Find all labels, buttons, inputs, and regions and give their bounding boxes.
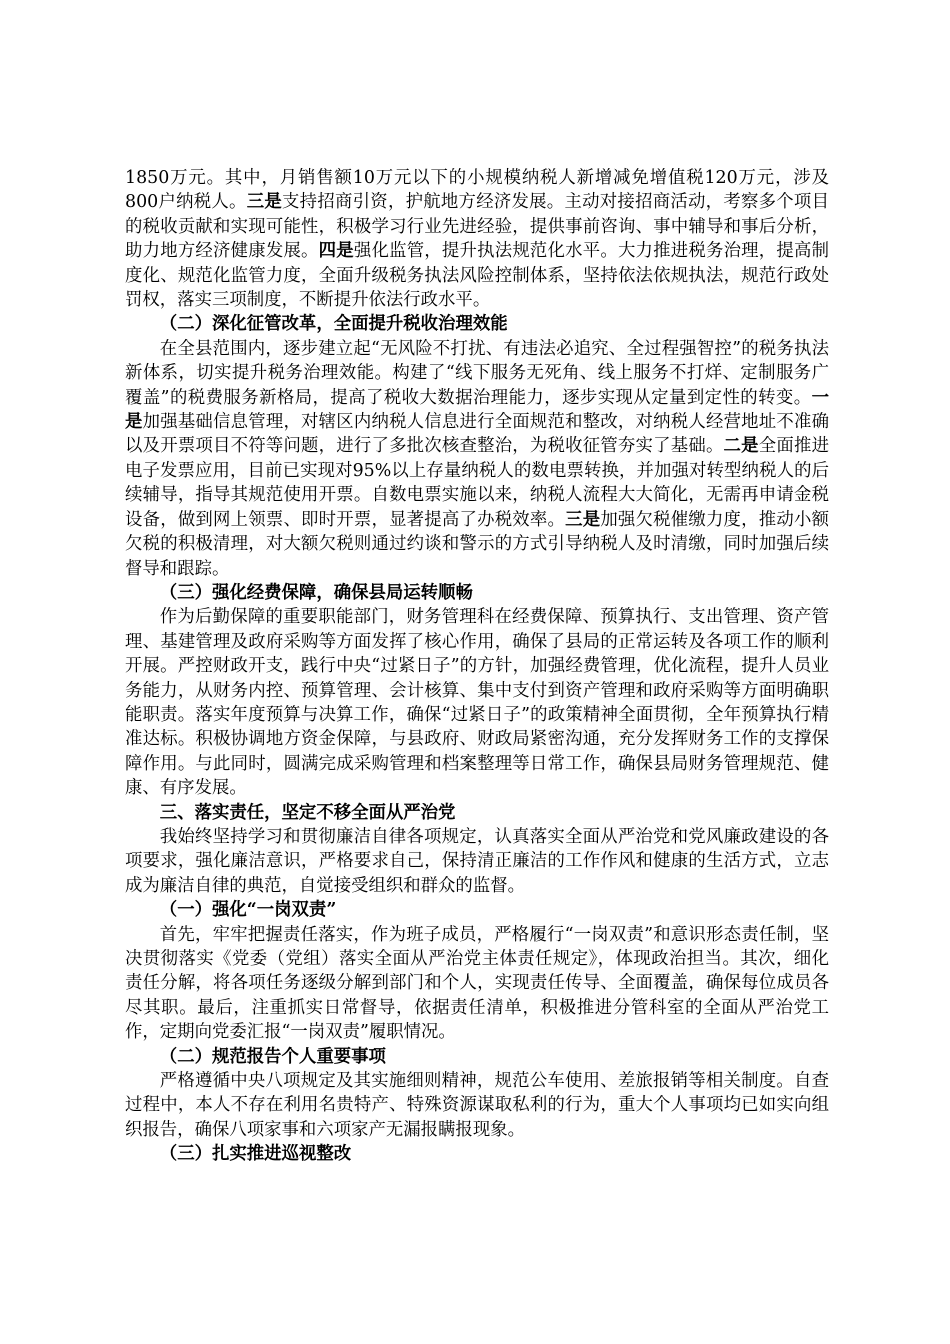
document-body — [125, 166, 829, 1167]
body-paragraph — [125, 166, 829, 312]
paragraph-text: 加强欠税催缴力度，推动小额欠税的积极清理，对大额欠税则通过约谈和警示的方式引导纳税人及时清缴，同时加强后续督导和跟踪。 — [125, 509, 829, 579]
paragraph-text: 加强基础信息管理，对辖区内纳税人信息进行全面规范和整改，对纳税人经营地址不准确以及开票项目不符等问题，进行了多批次核查整治，为税收征管夯实了基础。 — [125, 412, 829, 457]
paragraph-text: 我始终坚持学习和贯彻廉洁自律各项规定，认真落实全面从严治党和党风廉政建设的各项要求，强化廉洁意识，严格要求自己，保持清正廉洁的工作作风和健康的生活方式，立志成为廉洁自律的典范，自觉接受组织和群众的监督。 — [125, 826, 829, 896]
section-heading — [125, 898, 829, 922]
emphasis-text: 二是 — [723, 436, 759, 457]
paragraph-text: 首先，牢牢把握责任落实，作为班子成员，严格履行“一岗双责”和意识形态责任制，坚决贯彻落实《党委（党组）落实全面从严治党主体责任规定》，体现政治担当。其次，细化责任分解，将各项任务逐级分解到部门和个人，实现责任传导、全面覆盖，确保每位成员各尽其职。最后，注重抓实日常督导，依据责任清单，积极推进分管科室的全面从严治党工作，定期向党委汇报“一岗双责”履职情况。 — [125, 924, 829, 1043]
paragraph-text: 全面推进电子发票应用，目前已实现对95%以上存量纳税人的数电票转换，并加强对转型纳税人的后续辅导，指导其规范使用开票。自数电票实施以来，纳税人流程大大简化，无需再申请金税设备，做到网上领票、即时开票，显著提高了办税效率。 — [125, 436, 829, 530]
paragraph-text: 在全县范围内，逐步建立起“无风险不打扰、有违法必追究、全过程强智控”的税务执法新体系，切实提升税务治理效能。构建了“线下服务无死角、线上服务不打烊、定制服务广覆盖”的税费服务新格局，提高了税收大数据治理能力，逐步实现从定量到定性的转变。 — [125, 338, 829, 408]
section-heading — [125, 1142, 829, 1166]
body-paragraph — [125, 337, 829, 581]
emphasis-text: 一是 — [125, 387, 829, 433]
emphasis-text: 三是 — [565, 509, 601, 530]
paragraph-text: （三）扎实推进巡视整改 — [159, 1144, 352, 1165]
section-heading — [125, 801, 829, 825]
paragraph-text: （三）强化经费保障，确保县局运转顺畅 — [159, 582, 473, 603]
section-heading — [125, 581, 829, 605]
paragraph-text: （二）深化征管改革，全面提升税收治理效能 — [159, 314, 508, 335]
section-heading — [125, 312, 829, 336]
emphasis-text: 四是 — [318, 241, 354, 262]
paragraph-text: 作为后勤保障的重要职能部门，财务管理科在经费保障、预算执行、支出管理、资产管理、基建管理及政府采购等方面发挥了核心作用，确保了县局的正常运转及各项工作的顺利开展。严控财政开支，践行中央“过紧日子”的方针，加强经费管理，优化流程，提升人员业务能力，从财务内控、预算管理、会计核算、集中支付到资产管理和政府采购等方面明确职能职责。落实年度预算与决算工作，确保“过紧日子”的政策精神全面贯彻，全年预算执行精准达标。积极协调地方资金保障，与县政府、财政局紧密沟通，充分发挥财务工作的支撑保障作用。与此同时，圆满完成采购管理和档案整理等日常工作，确保县局财务管理规范、健康、有序发展。 — [125, 607, 829, 799]
section-heading — [125, 1045, 829, 1069]
paragraph-text: （一）强化“一岗双责” — [159, 900, 337, 921]
paragraph-text: 支持招商引资，护航地方经济发展。主动对接招商活动，考察多个项目的税收贡献和实现可能性，积极学习行业先进经验，提供事前咨询、事中辅导和事后分析，助力地方经济健康发展。 — [125, 192, 829, 262]
body-paragraph — [125, 923, 829, 1045]
emphasis-text: 三是 — [246, 192, 283, 213]
body-paragraph — [125, 825, 829, 898]
body-paragraph — [125, 605, 829, 800]
paragraph-text: 三、落实责任，坚定不移全面从严治党 — [159, 802, 456, 823]
paragraph-text: 1850万元。其中，月销售额10万元以下的小规模纳税人新增减免增值税120万元，涉及800户纳税人。 — [125, 168, 829, 213]
body-paragraph — [125, 1069, 829, 1142]
paragraph-text: 严格遵循中央八项规定及其实施细则精神，规范公车使用、差旅报销等相关制度。自查过程中，本人不存在利用名贵特产、特殊资源谋取私利的行为，重大个人事项均已如实向组织报告，确保八项家事和六项家产无漏报瞒报现象。 — [125, 1071, 829, 1140]
paragraph-text: （二）规范报告个人重要事项 — [159, 1046, 386, 1067]
paragraph-text: 强化监管，提升执法规范化水平。大力推进税务治理，提高制度化、规范化监管力度，全面升级税务执法风险控制体系，坚持依法依规执法，规范行政处罚权，落实三项制度，不断提升依法行政水平。 — [125, 241, 829, 311]
